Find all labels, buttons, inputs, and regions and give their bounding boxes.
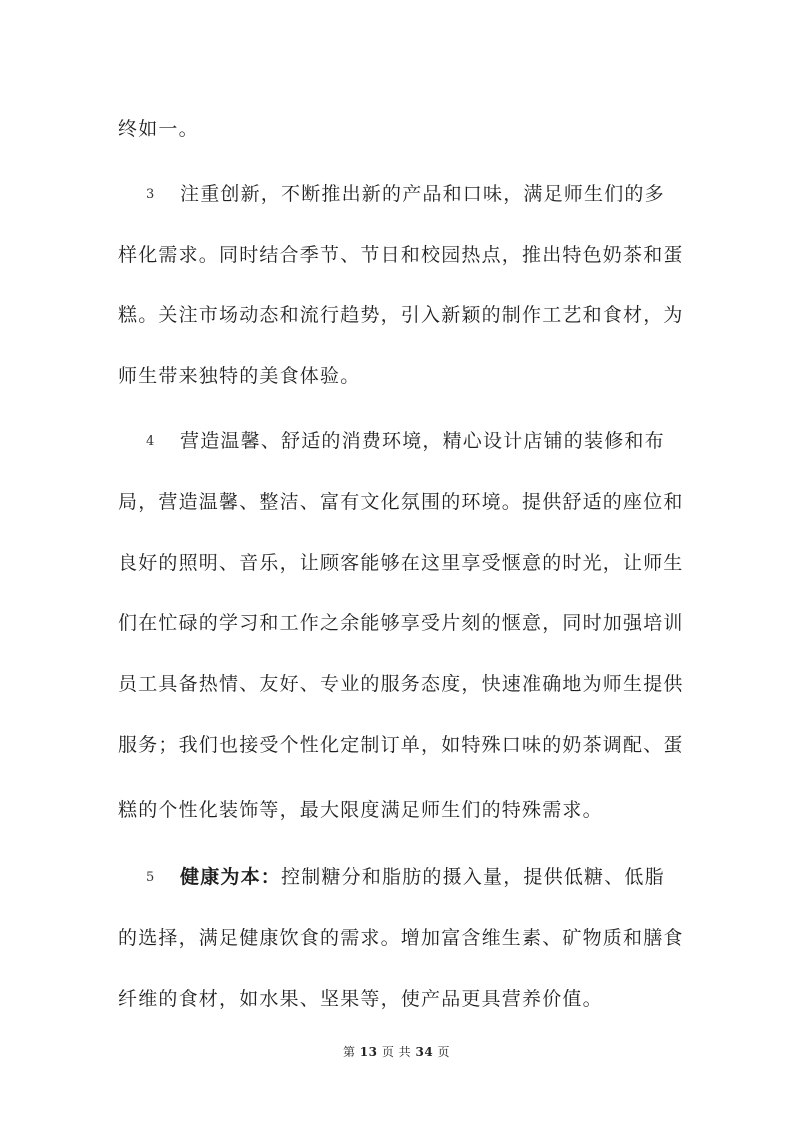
- paragraph-line: 师生带来独特的美食体验。: [118, 365, 361, 387]
- list-item-5-first-line: [146, 862, 706, 892]
- footer-prefix: 第: [342, 1045, 356, 1059]
- footer-mid: 页 共: [381, 1045, 412, 1059]
- list-number: 4: [146, 434, 156, 449]
- list-item-text: 控制糖分和脂肪的摄入量，提供低糖、低脂: [281, 866, 665, 888]
- page-footer: [0, 1043, 793, 1060]
- footer-suffix: 页: [437, 1045, 451, 1059]
- page-number: 13: [359, 1045, 378, 1059]
- paragraph-line: 局，营造温馨、整洁、富有文化氛围的环境。提供舒适的座位和: [118, 491, 684, 513]
- paragraph-line: 良好的照明、音乐，让顾客能够在这里享受惬意的时光，让师生: [118, 552, 684, 574]
- paragraph-line: 的选择，满足健康饮食的需求。增加富含维生素、矿物质和膳食: [118, 927, 684, 949]
- paragraph-line: 终如一。: [118, 118, 199, 140]
- list-item-3-first-line: [146, 179, 706, 209]
- list-item-text: 注重创新，不断推出新的产品和口味，满足师生们的多: [180, 183, 665, 205]
- total-pages: 34: [415, 1045, 434, 1059]
- list-item-heading: 健康为本：: [180, 866, 282, 888]
- paragraph-line: 员工具备热情、友好、专业的服务态度，快速准确地为师生提供: [118, 673, 684, 695]
- list-item-text: 营造温馨、舒适的消费环境，精心设计店铺的装修和布: [180, 430, 665, 452]
- list-number: 3: [146, 187, 156, 202]
- paragraph-line: 们在忙碌的学习和工作之余能够享受片刻的惬意，同时加强培训: [118, 612, 684, 634]
- list-item-4-first-line: [146, 426, 706, 456]
- paragraph-line: 样化需求。同时结合季节、节日和校园热点，推出特色奶茶和蛋: [118, 244, 684, 266]
- list-number: 5: [146, 870, 156, 885]
- paragraph-line: 糕。关注市场动态和流行趋势，引入新颖的制作工艺和食材，为: [118, 304, 684, 326]
- paragraph-line: 服务；我们也接受个性化定制订单，如特殊口味的奶茶调配、蛋: [118, 734, 684, 756]
- paragraph-line: 糕的个性化装饰等，最大限度满足师生们的特殊需求。: [118, 799, 603, 821]
- paragraph-line: 纤维的食材，如水果、坚果等，使产品更具营养价值。: [118, 988, 603, 1010]
